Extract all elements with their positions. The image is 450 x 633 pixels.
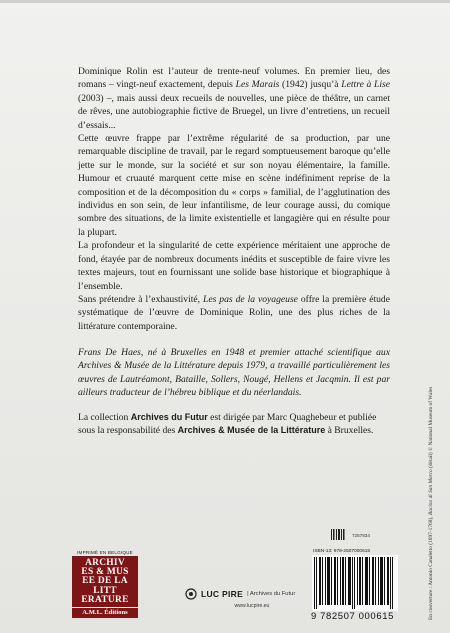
credit-text-a: En couverture : Antonio Canaletto (1697-1768), (428, 515, 434, 620)
aml-line-2: ES & MUS (81, 567, 129, 578)
publisher-row (185, 588, 305, 600)
collection-note (78, 411, 390, 438)
publisher-block (185, 588, 305, 609)
aml-line-1: ARCHIV (85, 558, 125, 568)
aml-editions: A.M.L. Éditions (72, 607, 138, 618)
small-code: 7257834 (352, 533, 370, 538)
coll-text-1: La collection (78, 412, 131, 423)
publisher-logo: LUC PIRE (201, 589, 244, 599)
coll-name: Archives du Futur (130, 412, 208, 422)
aml-logo (72, 550, 138, 618)
isbn: ISBN-13: 978-2507000615 (313, 549, 371, 554)
paragraph-4 (78, 293, 390, 333)
publisher-url: www.lucpire.eu (234, 603, 270, 609)
summary-text (78, 65, 390, 333)
title-les-pas: Les pas de la voyageuse (203, 293, 298, 305)
p1-text-a: Dominique Rolin est l’auteur de trente-neuf volumes. En premier lieu, des romans – vingt-neuf exactement, depuis (78, 66, 390, 91)
small-barcode-icon (330, 528, 346, 542)
p4-text-b: offre la première étude systématique de l’œuvre de Dominique Rolin, une des plus riches de la littérature contemporaine. (78, 293, 390, 332)
title-les-marais: Les Marais (235, 79, 280, 91)
lucpire-mark-icon (185, 588, 197, 600)
paragraph-3 (78, 239, 390, 293)
credit-text-b: (détail) © National Museum of Wales (428, 386, 434, 470)
aml-line-4: ERATURE (81, 594, 129, 605)
top-edge (0, 0, 450, 3)
isbn-barcode (312, 555, 398, 611)
credit-title: Bacino di San Marco (428, 469, 434, 516)
title-lettre-a-lise: Lettre à Lise (341, 79, 391, 91)
printed-in-belgium: IMPRIMÉ EN BELGIQUE (77, 550, 133, 555)
author-bio: Frans De Haes, né à Bruxelles en 1948 et premier attaché scientifique aux Archives & Musée de la Littérature depuis 1979, a travaillé particulièrement les œuvres de Lautréamont, Bataille, Sollers, Nougé, Hellens et Jacqmin. Il est par ailleurs traducteur de l’hébreu biblique et du néerlandais. (78, 347, 390, 399)
coll-text-2: est dirigée par Marc Quaghebeur et publiée sous la responsabilité des (78, 412, 377, 437)
paragraph-1 (78, 65, 390, 132)
aml-name: Archives & Musée de la Littérature (177, 425, 326, 436)
p3-text: La profondeur et la singularité de cette expérience méritaient une approche de fond, étayée par de nombreux documents inédits et susceptible de faire vivre les textes majeurs, tout en fournissant une solide base historique et biographique à l’ensemble. (78, 240, 390, 292)
p1-text-c: (2003) –, mais aussi deux recueils de nouvelles, une pièce de théâtre, un carnet de rêves, une autobiographie fictive de Bruegel, un livre d’entretiens, un recueil d’essais... (78, 92, 390, 131)
paragraph-2 (78, 132, 390, 239)
p1-text-b: (1942) jusqu’à (279, 79, 342, 91)
coll-text-3: à Bruxelles. (325, 425, 374, 437)
aml-logo-box (72, 556, 138, 607)
cover-credit (428, 387, 434, 620)
barcode-number: 9 782507 000615 (311, 611, 394, 622)
p2-text: Cette œuvre frappe par l’extrême régularité de sa production, par une remarquable discipline de travail, par le regard somptueusement baroque qu’elle jette sur le monde, sur la société et sur son noyau élémentaire, la famille. Humour et cruauté marquent cette mise en scène indéfiniment reprise de la composition et de la décomposition du « corps » familial, de l’agglutination des individus en son sein, de leur infantilisme, de leur courage aussi, du comique sombre des situations, de la limite existentielle et langagière qui en résulte pour la plupart. (78, 133, 390, 238)
publisher-collection: | Archives du Futur (247, 591, 296, 597)
p4-text-a: Sans prétendre à l’exhaustivité, (78, 293, 204, 305)
aml-line-3: EE DE LA LITT (82, 576, 128, 596)
